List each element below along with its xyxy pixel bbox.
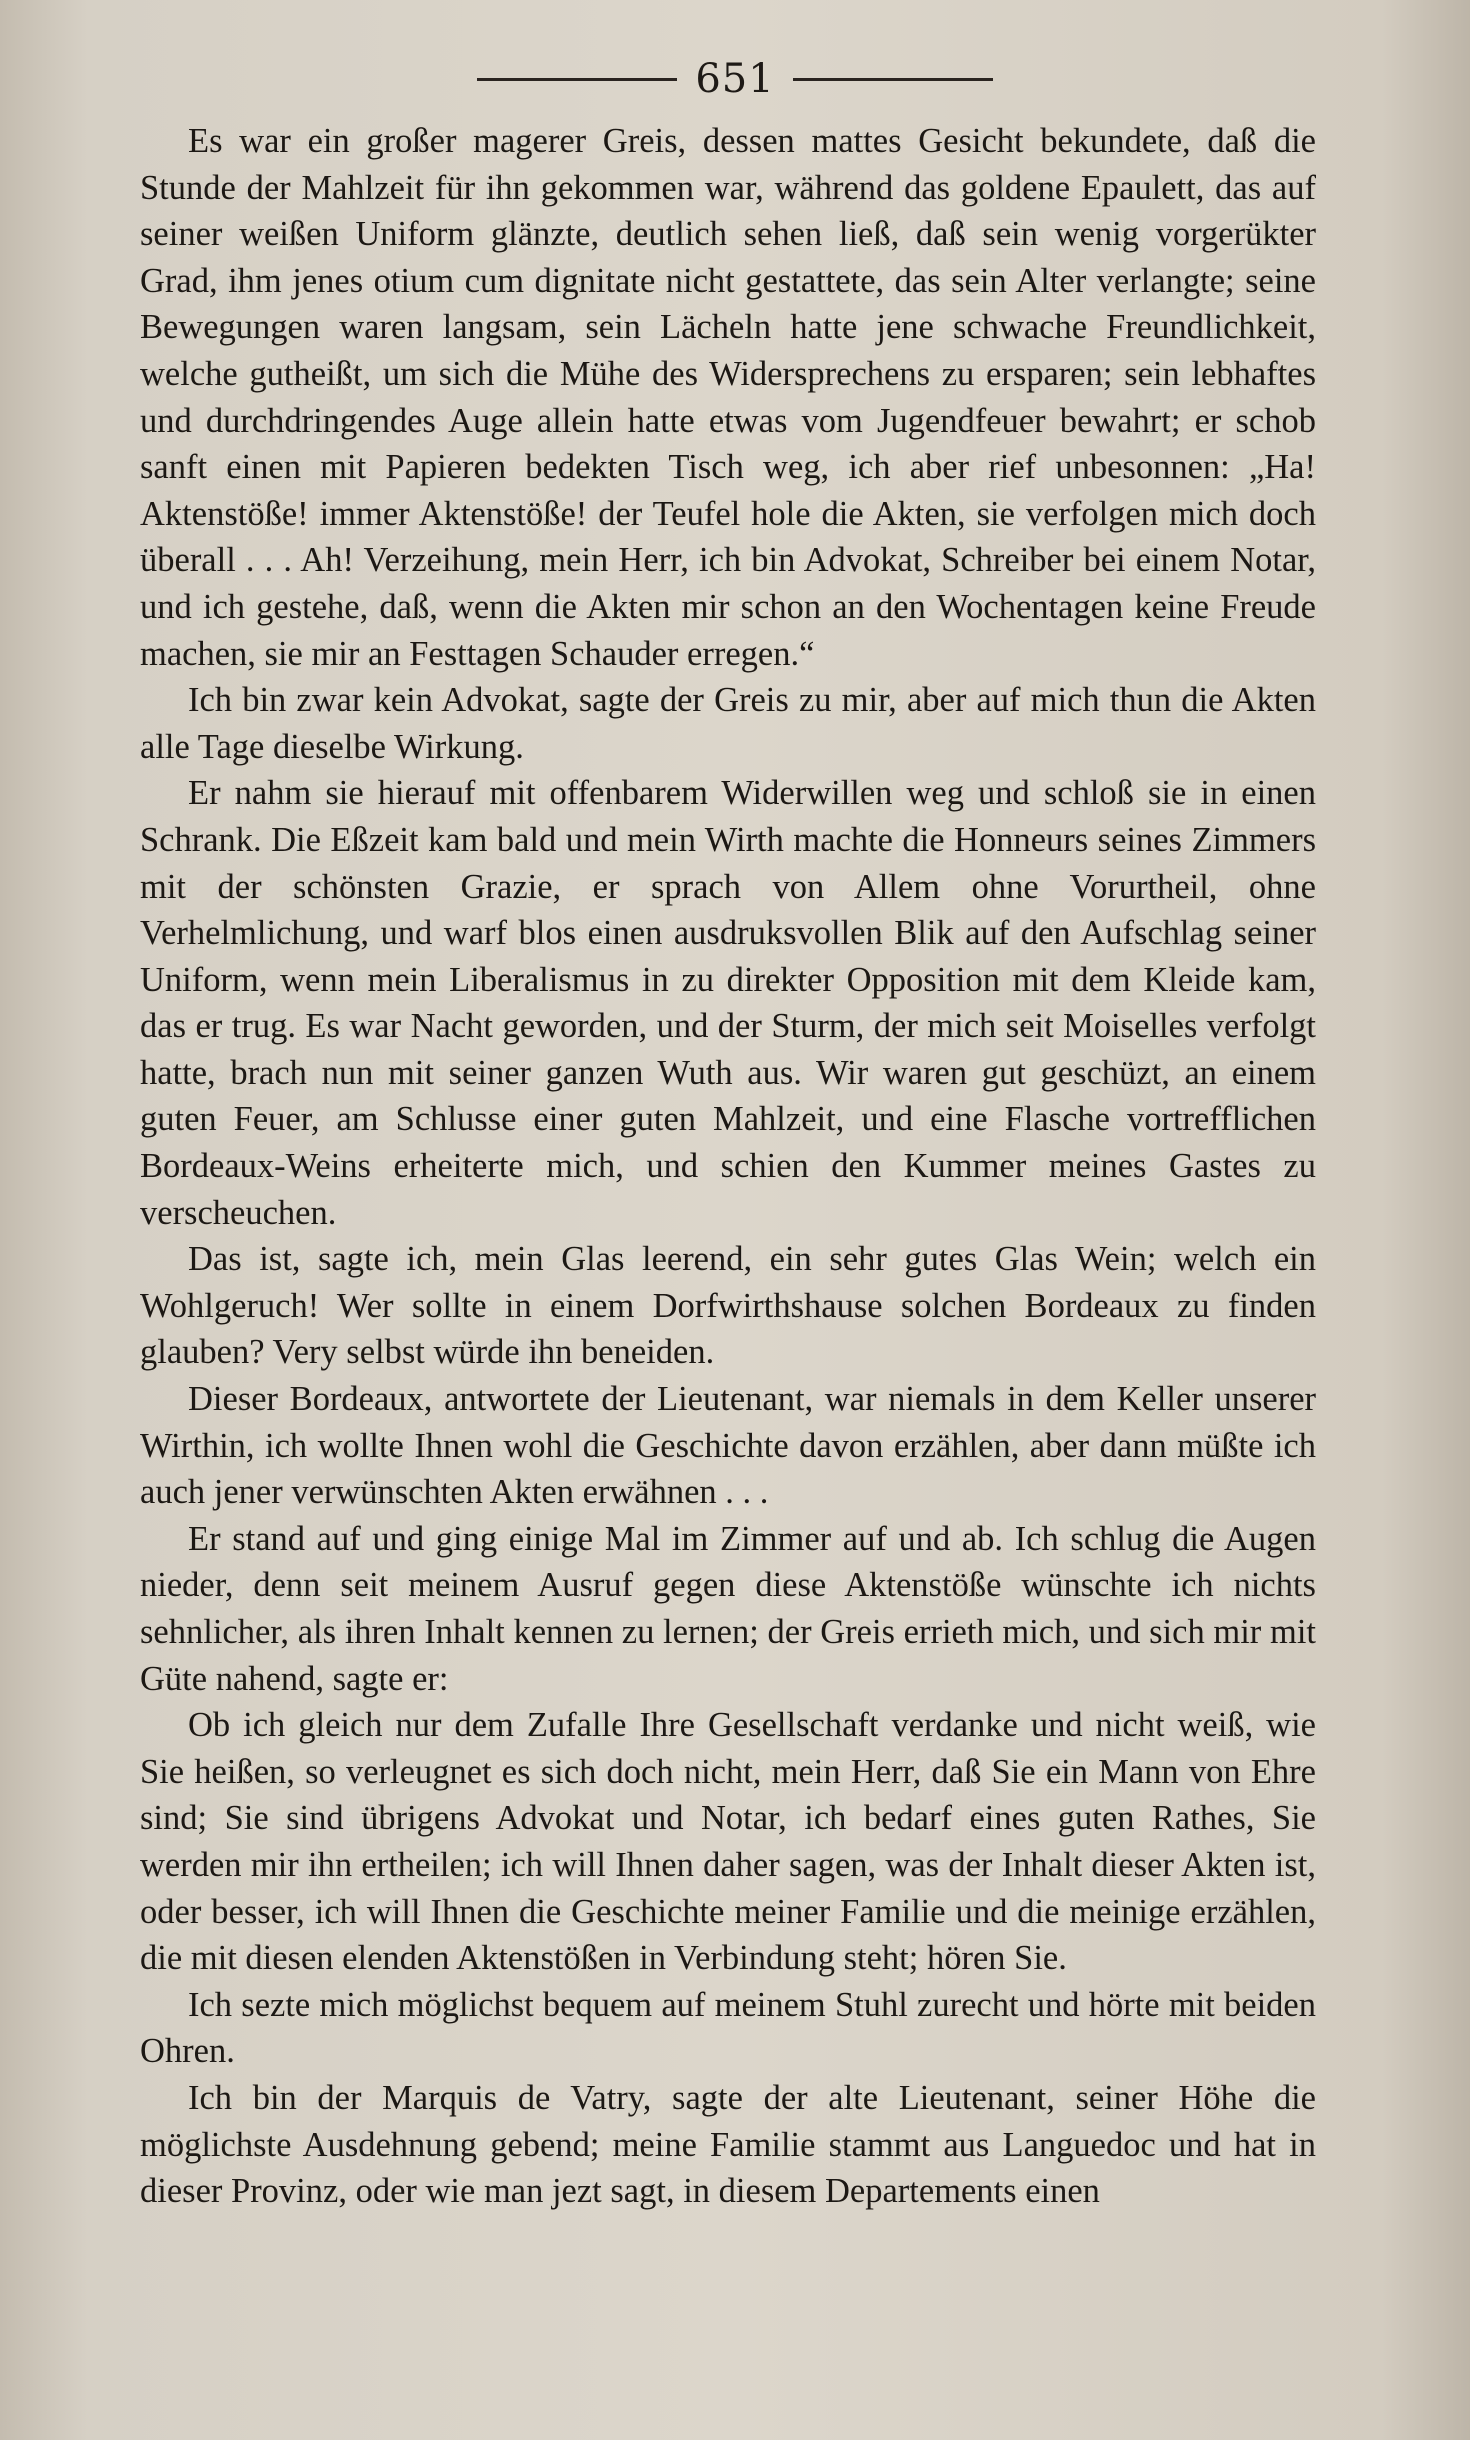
header-rule-left: [477, 78, 677, 81]
paragraph-5: Dieser Bordeaux, antwortete der Lieutenant, war niemals in dem Keller unserer Wirthin, ich wollte Ihnen wohl die Geschichte davon erzählen, aber dann müßte ich auch jener verwünschten Akten erwähnen . . .: [140, 1380, 1316, 1512]
paragraph-4: Das ist, sagte ich, mein Glas leerend, ein sehr gutes Glas Wein; welch ein Wohlgeruch! Wer sollte in einem Dorfwirthshause solchen Bordeaux zu finden glauben? Very selbst würde ihn beneiden.: [140, 1240, 1316, 1372]
body-text: [140, 118, 1316, 2215]
page-header: [0, 44, 1470, 114]
paragraph-9: Ich bin der Marquis de Vatry, sagte der alte Lieutenant, seiner Höhe die möglichste Ausdehnung gebend; meine Familie stammt aus Languedoc und hat in dieser Provinz, oder wie man jezt sagt, in diesem Departements einen: [140, 2078, 1316, 2211]
paragraph-8: Ich sezte mich möglichst bequem auf meinem Stuhl zurecht und hörte mit beiden Ohren.: [140, 1985, 1316, 2071]
paragraph-3: Er nahm sie hierauf mit offenbarem Widerwillen weg und schloß sie in einen Schrank. Die Eßzeit kam bald und mein Wirth machte die Honneurs seines Zimmers mit der schönsten Grazie, er sprach von Allem ohne Vorurtheil, ohne Verhelmlichung, und warf blos einen ausdruksvollen Blik auf den Aufschlag seiner Uniform, wenn mein Liberalismus in zu direkter Opposition mit dem Kleide kam, das er trug. Es war Nacht geworden, und der Sturm, der mich seit Moiselles verfolgt hatte, brach nun mit seiner ganzen Wuth aus. Wir waren gut geschüzt, an einem guten Feuer, am Schlusse einer guten Mahlzeit, und eine Flasche vortrefflichen Bordeaux-Weins erheiterte mich, und schien den Kummer meines Gastes zu verscheuchen.: [140, 774, 1316, 1232]
header-rule-right: [793, 78, 993, 81]
paragraph-7: Ob ich gleich nur dem Zufalle Ihre Gesellschaft verdanke und nicht weiß, wie Sie heißen, so verleugnet es sich doch nicht, mein Herr, daß Sie ein Mann von Ehre sind; Sie sind übrigens Advokat und Notar, ich bedarf eines guten Rathes, Sie werden mir ihn ertheilen; ich will Ihnen daher sagen, was der Inhalt dieser Akten ist, oder besser, ich will Ihnen die Geschichte meiner Familie und die meinige erzählen, die mit diesen elenden Aktenstößen in Verbindung steht; hören Sie.: [140, 1706, 1316, 1978]
page-number: 651: [695, 56, 775, 102]
paragraph-1: Es war ein großer magerer Greis, dessen mattes Gesicht bekundete, daß die Stunde der Mahlzeit für ihn gekommen war, während das goldene Epaulett, das auf seiner weißen Uniform glänzte, deutlich sehen ließ, daß sein wenig vorgerükter Grad, ihm jenes otium cum dignitate nicht gestattete, das sein Alter verlangte; seine Bewegungen waren langsam, sein Lächeln hatte jene schwache Freundlichkeit, welche gutheißt, um sich die Mühe des Widersprechens zu ersparen; sein lebhaftes und durchdringendes Auge allein hatte etwas vom Jugendfeuer bewahrt; er schob sanft einen mit Papieren bedekten Tisch weg, ich aber rief unbesonnen: „Ha! Aktenstöße! immer Aktenstöße! der Teufel hole die Akten, sie verfolgen mich doch überall . . . Ah! Verzeihung, mein Herr, ich bin Advokat, Schreiber bei einem Notar, und ich gestehe, daß, wenn die Akten mir schon an den Wochentagen keine Freude machen, sie mir an Festtagen Schauder erregen.“: [140, 122, 1316, 673]
paragraph-6: Er stand auf und ging einige Mal im Zimmer auf und ab. Ich schlug die Augen nieder, denn seit meinem Ausruf gegen diese Aktenstöße wünschte ich nichts sehnlicher, als ihren Inhalt kennen zu lernen; der Greis errieth mich, und sich mir mit Güte nahend, sagte er:: [140, 1519, 1316, 1698]
paragraph-2: Ich bin zwar kein Advokat, sagte der Greis zu mir, aber auf mich thun die Akten alle Tage dieselbe Wirkung.: [140, 681, 1316, 766]
